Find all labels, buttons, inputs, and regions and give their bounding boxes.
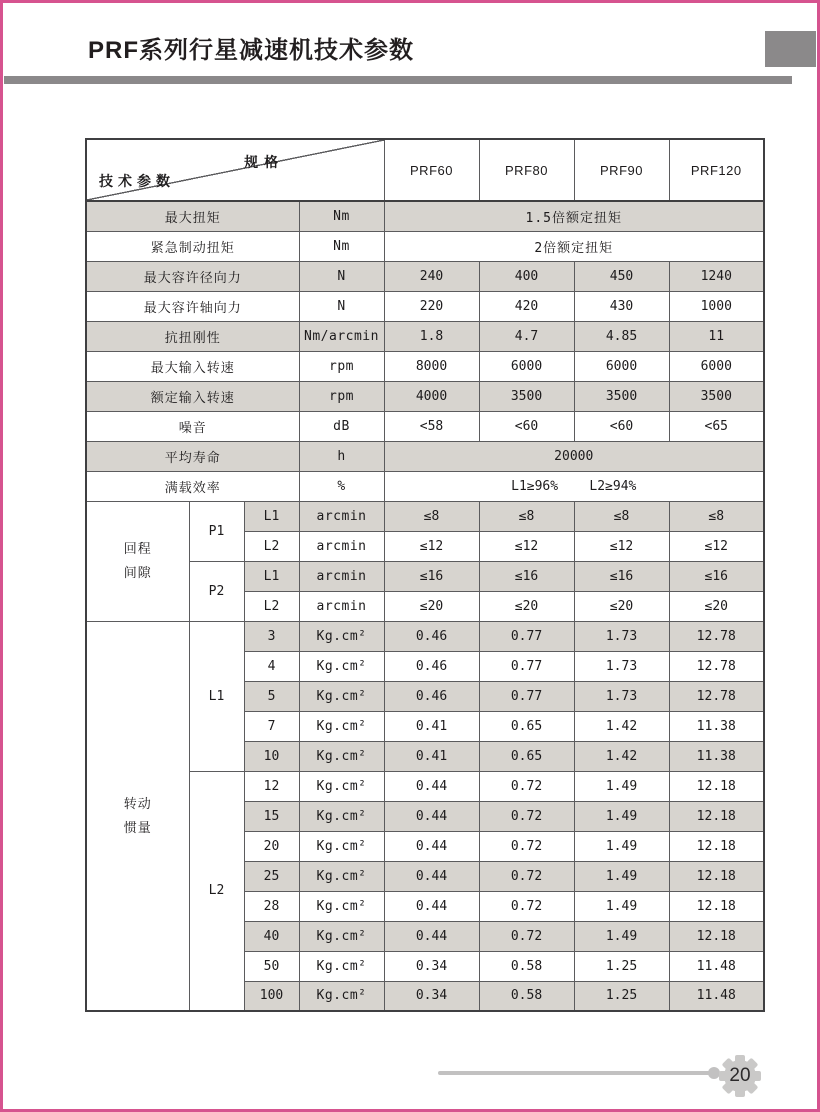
unit-cell: Nm (299, 231, 384, 261)
unit-cell: Kg.cm² (299, 651, 384, 681)
value-cell: ≤16 (574, 561, 669, 591)
value-cell: 11 (669, 321, 764, 351)
value-cell: 1.42 (574, 741, 669, 771)
value-cell: 1.8 (384, 321, 479, 351)
level-cell: L2 (244, 531, 299, 561)
param-corner-label: 技术参数 (99, 173, 175, 189)
value-cell: 400 (479, 261, 574, 291)
spec-table (85, 138, 765, 1012)
ratio-cell: 25 (244, 861, 299, 891)
value-cell: ≤20 (574, 591, 669, 621)
value-cell: 220 (384, 291, 479, 321)
value-cell: 0.72 (479, 891, 574, 921)
unit-cell: h (299, 441, 384, 471)
backlash-group-cell (86, 501, 189, 621)
value-cell: ≤16 (384, 561, 479, 591)
value-cell: 4000 (384, 381, 479, 411)
ratio-cell: 3 (244, 621, 299, 651)
value-cell: 0.72 (479, 831, 574, 861)
value-cell: 0.44 (384, 801, 479, 831)
spec-table-container (85, 138, 765, 1012)
value-cell: 0.44 (384, 771, 479, 801)
value-span-cell: L1≥96% L2≥94% (384, 471, 764, 501)
table-row (86, 381, 764, 411)
value-cell: ≤8 (574, 501, 669, 531)
level-cell: L1 (244, 561, 299, 591)
table-row (86, 411, 764, 441)
value-cell: ≤16 (479, 561, 574, 591)
grade-cell: P2 (189, 561, 244, 621)
table-row (86, 501, 764, 531)
unit-cell: Kg.cm² (299, 771, 384, 801)
value-cell: ≤12 (574, 531, 669, 561)
value-cell: ≤8 (479, 501, 574, 531)
page-number-badge (717, 1053, 763, 1099)
param-name-cell: 满载效率 (86, 471, 299, 501)
value-cell: 0.44 (384, 891, 479, 921)
value-cell: 8000 (384, 351, 479, 381)
value-cell: 450 (574, 261, 669, 291)
value-cell: <60 (479, 411, 574, 441)
param-name-cell: 噪音 (86, 411, 299, 441)
value-cell: ≤8 (669, 501, 764, 531)
unit-cell: arcmin (299, 531, 384, 561)
value-cell: 0.44 (384, 921, 479, 951)
level-cell: L2 (244, 591, 299, 621)
table-row (86, 621, 764, 651)
param-name-cell: 最大输入转速 (86, 351, 299, 381)
column-header-prf120: PRF120 (669, 139, 764, 201)
table-row (86, 471, 764, 501)
value-cell: 1.73 (574, 651, 669, 681)
ratio-cell: 7 (244, 711, 299, 741)
value-cell: 12.18 (669, 831, 764, 861)
value-cell: 12.78 (669, 621, 764, 651)
value-cell: 12.78 (669, 651, 764, 681)
value-cell: 11.38 (669, 711, 764, 741)
value-cell: 12.18 (669, 891, 764, 921)
unit-cell: Kg.cm² (299, 801, 384, 831)
value-cell: 3500 (574, 381, 669, 411)
value-cell: 0.77 (479, 621, 574, 651)
diagonal-header-cell (86, 139, 384, 201)
value-cell: 240 (384, 261, 479, 291)
ratio-cell: 5 (244, 681, 299, 711)
value-cell: 0.72 (479, 771, 574, 801)
value-span-cell: 1.5倍额定扭矩 (384, 201, 764, 231)
value-cell: 1.49 (574, 861, 669, 891)
value-cell: 12.18 (669, 921, 764, 951)
param-name-cell: 抗扭刚性 (86, 321, 299, 351)
unit-cell: arcmin (299, 591, 384, 621)
unit-cell: rpm (299, 381, 384, 411)
table-header-row (86, 139, 764, 201)
page-title: PRF系列行星减速机技术参数 (88, 37, 414, 64)
value-cell: ≤20 (384, 591, 479, 621)
unit-cell: N (299, 261, 384, 291)
param-name-cell: 最大容许轴向力 (86, 291, 299, 321)
value-cell: 0.58 (479, 981, 574, 1011)
value-cell: 3500 (669, 381, 764, 411)
unit-cell: arcmin (299, 561, 384, 591)
title-underline-bar (4, 76, 792, 84)
value-cell: 1.49 (574, 801, 669, 831)
value-cell: 0.77 (479, 651, 574, 681)
spec-corner-label: 规格 (244, 154, 285, 170)
grade-cell: P1 (189, 501, 244, 561)
level-cell: L1 (244, 501, 299, 531)
value-cell: 1.49 (574, 771, 669, 801)
ratio-cell: 10 (244, 741, 299, 771)
value-cell: 12.18 (669, 771, 764, 801)
value-cell: 0.72 (479, 921, 574, 951)
value-cell: 0.34 (384, 981, 479, 1011)
unit-cell: Kg.cm² (299, 951, 384, 981)
value-cell: 1.42 (574, 711, 669, 741)
value-cell: <65 (669, 411, 764, 441)
table-row (86, 441, 764, 471)
unit-cell: Kg.cm² (299, 831, 384, 861)
value-cell: ≤12 (479, 531, 574, 561)
unit-cell: Kg.cm² (299, 921, 384, 951)
table-row (86, 261, 764, 291)
value-cell: 1.25 (574, 981, 669, 1011)
value-cell: ≤20 (479, 591, 574, 621)
table-row (86, 201, 764, 231)
value-cell: 12.78 (669, 681, 764, 711)
value-cell: 1.49 (574, 831, 669, 861)
value-cell: <58 (384, 411, 479, 441)
table-row (86, 231, 764, 261)
value-cell: 0.46 (384, 651, 479, 681)
unit-cell: Kg.cm² (299, 981, 384, 1011)
value-cell: ≤16 (669, 561, 764, 591)
ratio-cell: 40 (244, 921, 299, 951)
value-cell: 430 (574, 291, 669, 321)
value-cell: 0.65 (479, 711, 574, 741)
unit-cell: Kg.cm² (299, 861, 384, 891)
value-cell: 0.65 (479, 741, 574, 771)
value-cell: 0.34 (384, 951, 479, 981)
value-cell: 1.25 (574, 951, 669, 981)
value-cell: 1.49 (574, 891, 669, 921)
table-row (86, 351, 764, 381)
value-span-cell: 2倍额定扭矩 (384, 231, 764, 261)
value-cell: 11.38 (669, 741, 764, 771)
value-cell: 0.77 (479, 681, 574, 711)
value-cell: 4.7 (479, 321, 574, 351)
value-cell: ≤12 (669, 531, 764, 561)
value-cell: <60 (574, 411, 669, 441)
value-cell: 6000 (479, 351, 574, 381)
header-corner-box (765, 31, 816, 67)
table-row (86, 291, 764, 321)
value-cell: 12.18 (669, 801, 764, 831)
param-name-cell: 紧急制动扭矩 (86, 231, 299, 261)
unit-cell: Kg.cm² (299, 621, 384, 651)
inertia-group-label: 转动惯量 (123, 795, 152, 835)
value-cell: 0.41 (384, 711, 479, 741)
value-cell: 0.44 (384, 831, 479, 861)
table-row (86, 321, 764, 351)
value-cell: 0.46 (384, 621, 479, 651)
unit-cell: Nm (299, 201, 384, 231)
value-cell: 1240 (669, 261, 764, 291)
ratio-cell: 15 (244, 801, 299, 831)
inertia-group-cell (86, 621, 189, 1011)
unit-cell: Kg.cm² (299, 681, 384, 711)
unit-cell: arcmin (299, 501, 384, 531)
param-name-cell: 平均寿命 (86, 441, 299, 471)
ratio-cell: 4 (244, 651, 299, 681)
param-name-cell: 额定输入转速 (86, 381, 299, 411)
unit-cell: dB (299, 411, 384, 441)
value-span-cell: 20000 (384, 441, 764, 471)
value-cell: 6000 (574, 351, 669, 381)
value-cell: 3500 (479, 381, 574, 411)
value-cell: 1000 (669, 291, 764, 321)
column-header-prf80: PRF80 (479, 139, 574, 201)
value-cell: 4.85 (574, 321, 669, 351)
value-cell: 11.48 (669, 981, 764, 1011)
unit-cell: N (299, 291, 384, 321)
ratio-cell: 28 (244, 891, 299, 921)
param-name-cell: 最大扭矩 (86, 201, 299, 231)
value-cell: 0.44 (384, 861, 479, 891)
ratio-cell: 100 (244, 981, 299, 1011)
column-header-prf90: PRF90 (574, 139, 669, 201)
value-cell: 420 (479, 291, 574, 321)
unit-cell: Kg.cm² (299, 891, 384, 921)
param-name-cell: 最大容许径向力 (86, 261, 299, 291)
value-cell: 0.46 (384, 681, 479, 711)
unit-cell: Kg.cm² (299, 711, 384, 741)
value-cell: ≤12 (384, 531, 479, 561)
unit-cell: rpm (299, 351, 384, 381)
ratio-cell: 50 (244, 951, 299, 981)
stage-cell: L1 (189, 621, 244, 771)
stage-cell: L2 (189, 771, 244, 1011)
ratio-cell: 20 (244, 831, 299, 861)
value-cell: 0.58 (479, 951, 574, 981)
page-number: 20 (729, 1065, 751, 1086)
value-cell: 11.48 (669, 951, 764, 981)
backlash-group-label: 回程间隙 (123, 541, 152, 580)
value-cell: 1.73 (574, 621, 669, 651)
value-cell: 0.72 (479, 801, 574, 831)
value-cell: 1.49 (574, 921, 669, 951)
value-cell: 0.72 (479, 861, 574, 891)
unit-cell: Nm/arcmin (299, 321, 384, 351)
value-cell: 6000 (669, 351, 764, 381)
unit-cell: Kg.cm² (299, 741, 384, 771)
value-cell: ≤20 (669, 591, 764, 621)
ratio-cell: 12 (244, 771, 299, 801)
column-header-prf60: PRF60 (384, 139, 479, 201)
unit-cell: % (299, 471, 384, 501)
value-cell: 0.41 (384, 741, 479, 771)
footer-rule (438, 1071, 714, 1075)
value-cell: 1.73 (574, 681, 669, 711)
value-cell: ≤8 (384, 501, 479, 531)
value-cell: 12.18 (669, 861, 764, 891)
